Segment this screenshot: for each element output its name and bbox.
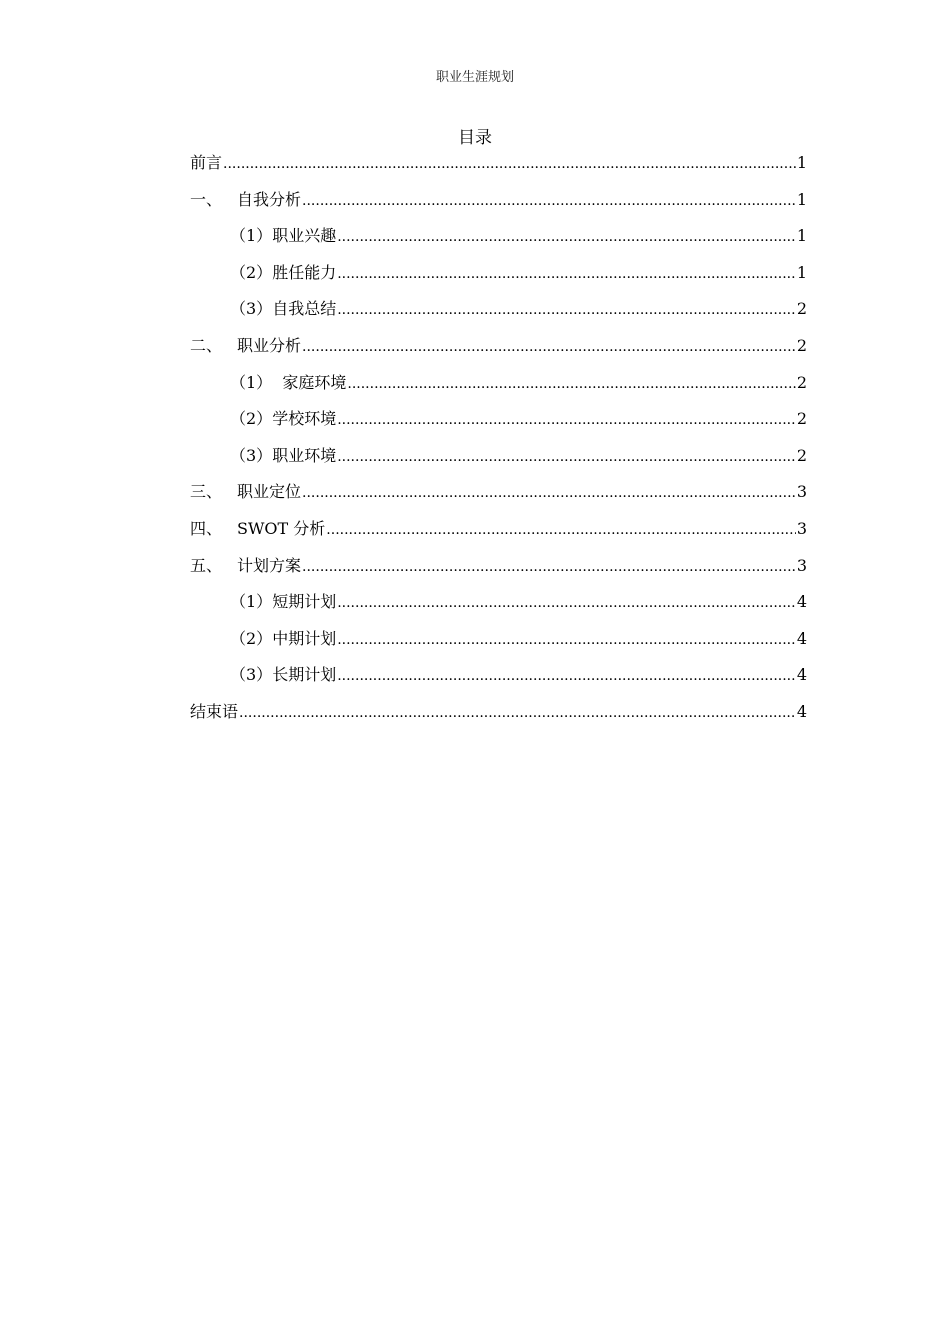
toc-page-number: 2 (796, 372, 807, 392)
dot-leader (302, 480, 796, 506)
toc-entry-label: 计划方案 (237, 555, 302, 575)
toc-entry-label: 职业分析 (237, 335, 302, 355)
toc-entry-school-environment[interactable] (190, 406, 807, 443)
toc-entry-career-environment[interactable] (190, 443, 807, 480)
toc-entry-number: 二、 (190, 335, 223, 355)
toc-entry-conclusion[interactable] (190, 699, 807, 736)
toc-entry-label: 学校环境 (272, 409, 337, 429)
dot-leader (337, 297, 796, 323)
toc-entry-number: 一、 (190, 189, 223, 209)
running-header: 职业生涯规划 (435, 70, 514, 85)
toc-page-number: 4 (796, 592, 807, 612)
dot-leader (337, 261, 796, 287)
toc-entry-label: SWOT 分析 (237, 518, 326, 538)
toc-page-number: 4 (796, 628, 807, 648)
dot-leader (337, 444, 796, 470)
dot-leader (347, 371, 795, 397)
toc-page-number: 2 (796, 335, 807, 355)
toc-entry-number: 四、 (190, 518, 223, 538)
dot-leader (302, 554, 796, 580)
dot-leader (326, 517, 796, 543)
toc-page-number: 1 (796, 262, 807, 282)
toc-entry-label: 自我总结 (272, 299, 337, 319)
toc-entry-family-environment[interactable] (190, 370, 807, 407)
dot-leader (223, 151, 796, 177)
toc-entry-short-term-plan[interactable] (190, 589, 807, 626)
toc-entry-plan[interactable] (190, 553, 807, 590)
toc-entry-number: （1） (230, 592, 273, 612)
toc-page-number: 4 (796, 701, 807, 721)
toc-entry-long-term-plan[interactable] (190, 662, 807, 699)
toc-entry-self-summary[interactable] (190, 296, 807, 333)
toc-entry-number: （3） (230, 665, 273, 685)
toc-entry-career-interest[interactable] (190, 223, 807, 260)
toc-entry-number: 五、 (190, 555, 223, 575)
dot-leader (337, 407, 796, 433)
toc-entry-label: 中期计划 (272, 628, 337, 648)
toc-entry-swot-analysis[interactable] (190, 516, 807, 553)
toc-entry-label: 前言 (190, 153, 223, 172)
dot-leader (337, 590, 796, 616)
toc-page-number: 1 (796, 189, 807, 209)
toc-entry-label: 职业兴趣 (272, 226, 337, 246)
toc-entry-label: 职业定位 (237, 482, 302, 502)
dot-leader (337, 663, 796, 689)
toc-entry-number: （1） (230, 226, 273, 246)
toc-page-number: 2 (796, 409, 807, 429)
toc-entry-label: 胜任能力 (272, 262, 337, 282)
dot-leader (239, 700, 796, 726)
toc-entry-label: 结束语 (190, 701, 239, 721)
toc-entry-number: （2） (230, 262, 273, 282)
toc-page-number: 2 (796, 299, 807, 319)
toc-entry-competence[interactable] (190, 260, 807, 297)
toc-entry-number: （2） (230, 628, 273, 648)
toc-entry-number: （2） (230, 409, 273, 429)
toc-entry-self-analysis[interactable] (190, 187, 807, 224)
toc-entry-label: 职业环境 (272, 445, 337, 465)
toc-page-number: 3 (796, 555, 807, 575)
toc-entry-label: 短期计划 (272, 592, 337, 612)
toc-page-number: 2 (796, 445, 807, 465)
dot-leader (302, 188, 796, 214)
toc-entry-label: 自我分析 (237, 189, 302, 209)
toc-entry-career-positioning[interactable] (190, 479, 807, 516)
toc-page-number: 4 (796, 665, 807, 685)
toc-entry-number: 三、 (190, 482, 223, 502)
toc-entry-number: （3） (230, 299, 273, 319)
toc-entry-label: 家庭环境 (272, 372, 347, 392)
table-of-contents (190, 150, 807, 736)
dot-leader (337, 627, 796, 653)
dot-leader (337, 224, 796, 250)
toc-page-number: 1 (796, 153, 807, 172)
toc-title: 目录 (458, 128, 492, 148)
toc-page-number: 1 (796, 226, 807, 246)
toc-entry-label: 长期计划 (272, 665, 337, 685)
toc-page-number: 3 (796, 482, 807, 502)
toc-entry-career-analysis[interactable] (190, 333, 807, 370)
toc-entry-number: （3） (230, 445, 273, 465)
toc-entry-mid-term-plan[interactable] (190, 626, 807, 663)
toc-entry-preface[interactable] (190, 150, 807, 187)
dot-leader (302, 334, 796, 360)
toc-page-number: 3 (796, 518, 807, 538)
toc-entry-number: （1） (230, 372, 273, 392)
